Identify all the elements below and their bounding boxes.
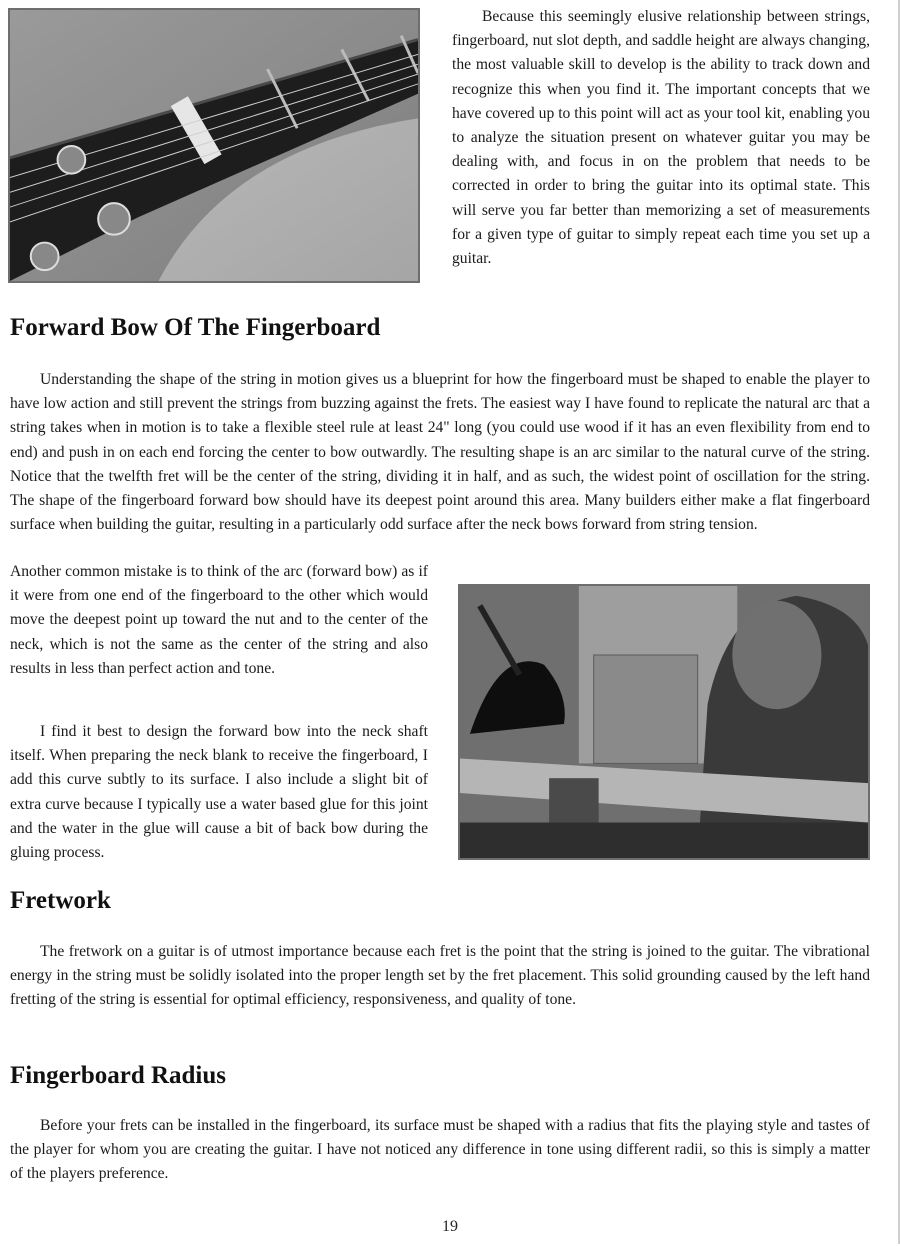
fretwork-paragraph: The fretwork on a guitar is of utmost importance because each fret is the point that the string is joined to the guitar. The vibrational energy in the string must be solidly isolated into the proper length set by the fret placement. This solid grounding caused by the left hand fretting of the string is essential for optimal efficiency, responsiveness, and quality of tone. [10, 943, 870, 1009]
heading-fingerboard-radius: Fingerboard Radius [10, 1062, 227, 1089]
guitar-headstock-photo [8, 8, 420, 283]
forward-bow-paragraph-1: Understanding the shape of the string in motion gives us a blueprint for how the fingerboard must be shaped to enable the player to have low action and still prevent the strings from buzzing against the frets. The easiest way I have found to replicate the natural arc that a string takes when in motion is to take a flexible steel rule at least 24" long (you could use wood if it has an even flexibility from end to end) and push in on each end forcing the center to bow outwardly. The resulting shape is an arc similar to the natural curve of the string. Notice that the twelfth fret will be the center of the string, dividing it in half, and as such, the widest point of oscillation for the string. The shape of the fingerboard forward bow should have its deepest point around this area. Many builders either make a flat fingerboard surface when building the guitar, resulting in a particularly odd surface after the neck bows forward from string tension. [10, 371, 870, 534]
intro-paragraph: Because this seemingly elusive relationship between strings, fingerboard, nut slot depth, and saddle height are always changing, the most valuable skill to develop is the ability to track down and recognize this when you find it. The important concepts that we have covered up to this point will act as your tool kit, enabling you to analyze the situation present on whatever guitar you may be dealing with, and focus in on the problem that needs to be corrected in order to bring the guitar into its optimal state. This will serve you far better than memorizing a set of measurements for a given type of guitar to simply repeat each time you set up a guitar. [452, 8, 870, 268]
luthier-workbench-photo [458, 584, 870, 860]
heading-forward-bow: Forward Bow Of The Fingerboard [10, 314, 381, 341]
page-number: 19 [442, 1218, 458, 1235]
forward-bow-paragraph-1-continued: Another common mistake is to think of the arc (forward bow) as if it were from one end of the fingerboard to the other which would move the deepest point up toward the nut and to the center of the neck, which is not the same as the center of the string and also results in less than perfect action and tone. [10, 563, 428, 677]
forward-bow-paragraph-2: I find it best to design the forward bow into the neck shaft itself. When preparing the neck blank to receive the fingerboard, I add this curve subtly to its surface. I also include a slight bit of extra curve because I typically use a water based glue for this joint and the water in the glue will cause a bit of back bow during the gluing process. [10, 723, 428, 862]
fingerboard-radius-paragraph: Before your frets can be installed in the fingerboard, its surface must be shaped with a radius that fits the playing style and tastes of the player for whom you are creating the guitar. I have not noticed any difference in tone using different radii, so this is simply a matter of the players preference. [10, 1117, 870, 1183]
heading-fretwork: Fretwork [10, 887, 111, 914]
